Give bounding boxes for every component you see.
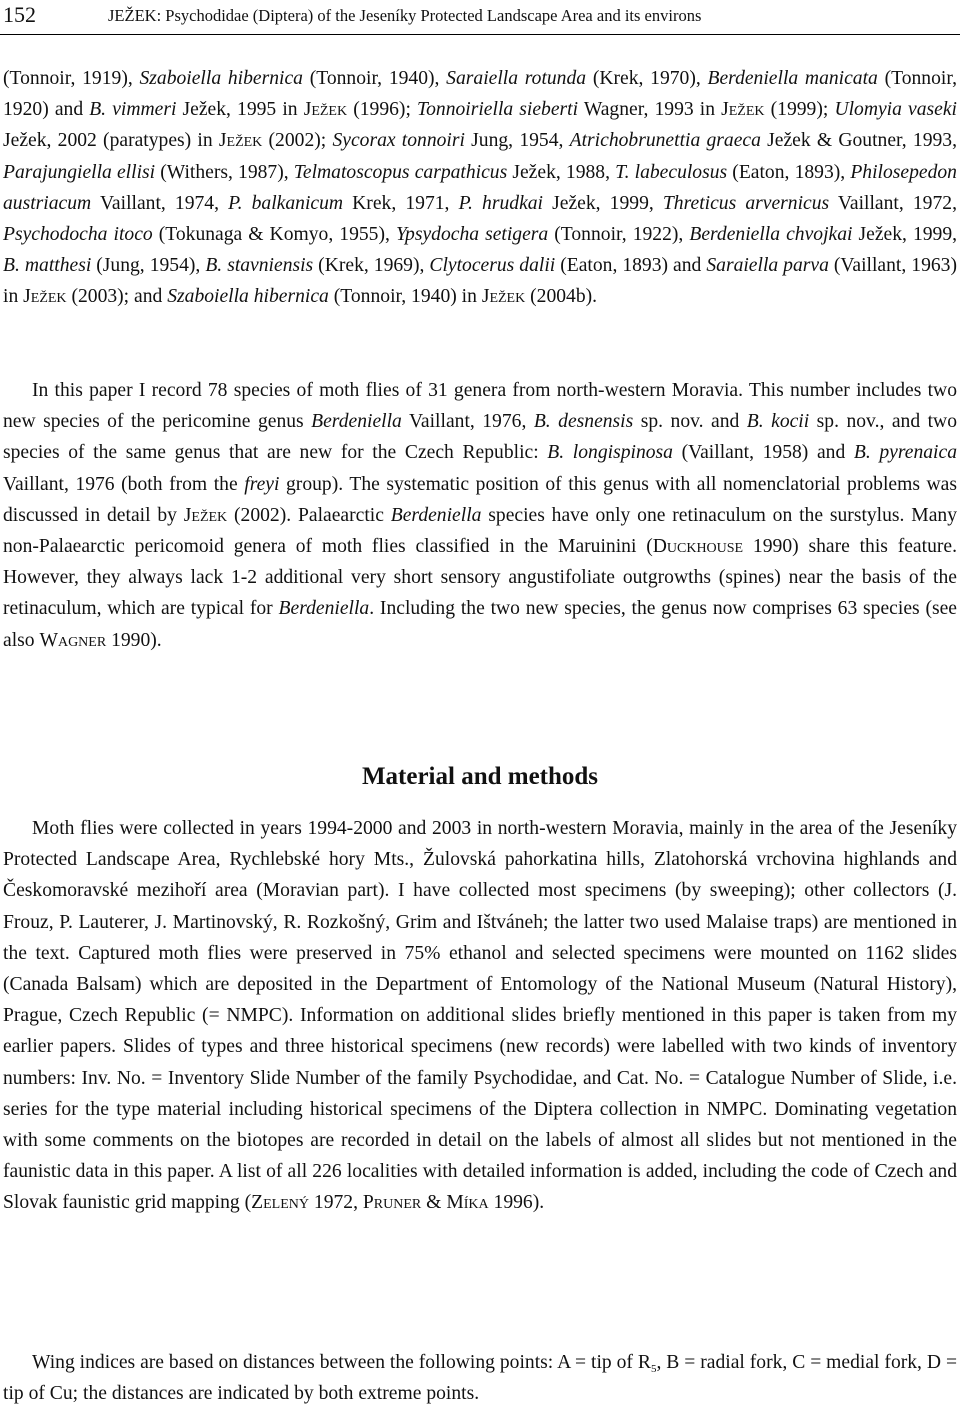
methods-paragraph: Moth flies were collected in years 1994-2000 and 2003 in north-western Moravia, mainly in the area of the Jeseníky Protected Landscape Area, Rychlebské hory Mts., Žulovská pahorkatina hills, Zlatohorská vrchovina highlands and Českomoravské mezihoří area (Moravian part). I have collected most specimens (by sweeping); other collectors (J. Frouz, P. Lauterer, J. Martinovský, R. Rozkošný, Grim and Ištváneh; the latter two used Malaise traps) are mentioned in the text. Captured moth flies were preserved in 75% ethanol and selected specimens were mounted on 1162 slides (Canada Balsam) which are deposited in the Department of Entomology of the National Museum (Natural History), Prague, Czech Republic (= NMPC). Information on additional slides briefly mentioned in this paper is taken from my earlier papers. Slides of types and three historical specimens (new records) were labelled with two kinds of inventory numbers: Inv. No. = Inventory Slide Number of the family Psychodidae, and Cat. No. = Catalogue Number of Slide, i.e. series for the type material including historical specimens of the Diptera collection in NMPC. Dominating vegetation with some comments on the biotopes are recorded in detail on the labels of almost all slides but not mentioned in the faunistic data in this paper. A list of all 226 localities with detailed information is added, including the code of Czech and Slovak faunistic grid mapping (Zelený 1972, Pruner & Míka 1996). (3, 818, 957, 1214)
running-head-title: JEŽEK: Psychodidae (Diptera) of the Jeseníky Protected Landscape Area and its environs (108, 6, 702, 25)
intro-paragraph: (Tonnoir, 1919), Szaboiella hibernica (Tonnoir, 1940), Saraiella rotunda (Krek, 1970), Berdeniella manicata (Tonnoir, 1920) and B. vimmeri Ježek, 1995 in Ježek (1996); Tonnoiriella sieberti Wagner, 1993 in Ježek (1999); Ulomyia vaseki Ježek, 2002 (paratypes) in Ježek (2002); Sycorax tonnoiri Jung, 1954, Atrichobrunettia graeca Ježek & Goutner, 1993, Parajungiella ellisi (Withers, 1987), Telmatoscopus carpathicus Ježek, 1988, T. labeculosus (Eaton, 1893), Philosepedon austriacum Vaillant, 1974, P. balkanicum Krek, 1971, P. hrudkai Ježek, 1999, Threticus arvernicus Vaillant, 1972, Psychodocha itoco (Tokunaga & Komyo, 1955), Ypsydocha setigera (Tonnoir, 1922), Berdeniella chvojkai Ježek, 1999, B. matthesi (Jung, 1954), B. stavniensis (Krek, 1969), Clytocerus dalii (Eaton, 1893) and Saraiella parva (Vaillant, 1963) in Ježek (2003); and Szaboiella hibernica (Tonnoir, 1940) in Ježek (2004b). (3, 68, 958, 308)
page-number: 152 (3, 2, 36, 27)
running-header (0, 0, 960, 35)
section-heading-material-methods: Material and methods (361, 763, 599, 790)
wing-indices-paragraph: Wing indices are based on distances between the following points: A = tip of $R_5$, B = radial fork, C = medial fork, D = tip of Cu; the distances are indicated by both extreme points. (3, 1352, 958, 1405)
species-summary-paragraph: In this paper I record 78 species of moth flies of 31 genera from north-western Moravia. This number includes two new species of the pericomine genus Berdeniella Vaillant, 1976, B. desnensis sp. nov. and B. kocii sp. nov., and two species of the same genus that are new for the Czech Republic: B. longispinosa (Vaillant, 1958) and B. pyrenaica Vaillant, 1976 (both from the freyi group). The systematic position of this genus with all nomenclatorial problems was discussed in detail by Ježek (2002). Palaearctic Berdeniella species have only one retinaculum on the surstylus. Many non-Palaearctic pericomoid genera of moth flies classified in the Maruinini (Duckhouse 1990) share this feature. However, they always lack 1-2 additional very short sensory angustifoliate outgrowths (spines) near the basis of the retinaculum, which are typical for Berdeniella. Including the two new species, the genus now comprises 63 species (see also Wagner 1990). (3, 380, 957, 651)
